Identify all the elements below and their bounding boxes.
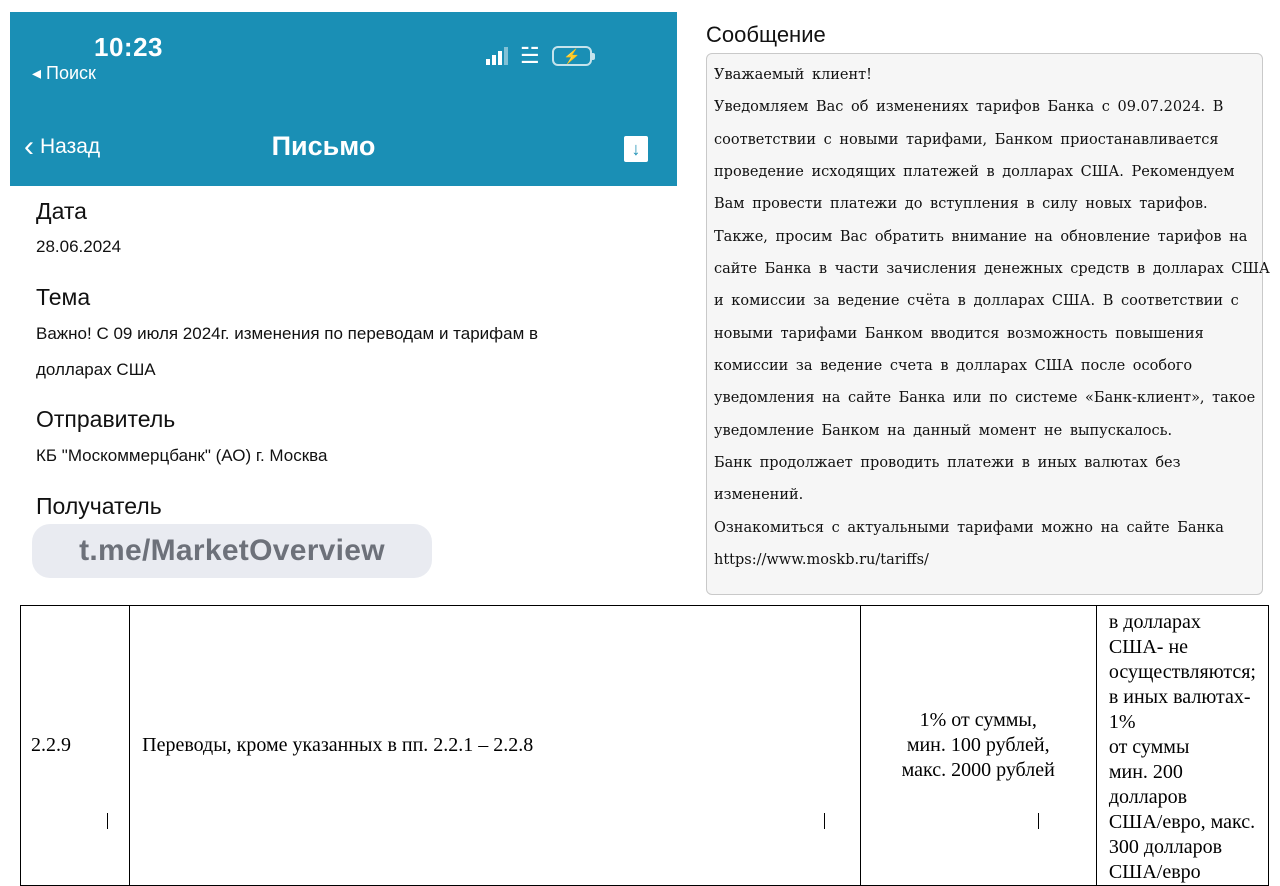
fee-line: мин. 100 рублей, [906,734,1050,756]
table-continuation [20,813,1269,829]
subject-label: Тема [36,284,91,310]
table-row [21,606,1269,886]
status-time: 10:23 [94,32,163,62]
recipient-label: Получатель [36,493,162,519]
date-label: Дата [36,198,87,224]
message-line: Ознакомиться с актуальными тарифами можно на сайте Банка [714,520,1224,536]
message-line: Банк продолжает проводить платежи в иных валютах без [714,455,1181,471]
back-to-search-link[interactable]: ◂ Поиск [32,63,96,83]
message-line: соответствии с новыми тарифами, Банком приостанавливается [714,132,1219,148]
message-line: уведомление Банком на данный момент не выпускалось. [714,423,1173,439]
tariff-code: 2.2.9 [21,606,130,886]
sender-value: КБ "Москоммерцбанк" (АО) г. Москва [36,446,328,465]
signal-icon [486,47,508,65]
note-line: в иных валютах- 1% [1108,686,1251,733]
message-line: Также, просим Вас обратить внимание на обновление тарифов на [714,229,1248,245]
message-line: проведение исходящих платежей в долларах США. Рекомендуем [714,164,1235,180]
message-line: комиссии за ведение счета в долларах США после особого [714,358,1193,374]
tariff-fee [860,606,1096,886]
note-line: в долларах США- не [1108,611,1201,658]
fee-line: макс. 2000 рублей [901,759,1055,781]
message-line: изменений. [714,487,804,503]
fee-line: 1% от суммы, [919,709,1037,731]
sender-label: Отправитель [36,406,176,432]
message-line: уведомления на сайте Банка или по системе «Банк-клиент», такое [714,390,1256,406]
message-heading: Сообщение [706,22,826,47]
tariff-table [20,605,1269,886]
message-line: и комиссии за ведение счёта в долларах США. В соответствии с [714,293,1239,309]
app-header [10,12,677,186]
battery-charging-icon: ⚡ [552,46,592,66]
note-line: США/евро [1108,861,1201,883]
note-line: осуществляются; [1108,661,1256,683]
wifi-icon: ☱ [520,43,540,68]
download-icon[interactable]: ↓ [624,136,648,162]
watermark-overlay: t.me/MarketOverview [32,524,432,578]
status-icons [486,43,592,68]
page-title: Письмо [271,131,376,161]
message-line: Уведомляем Вас об изменениях тарифов Банка с 09.07.2024. В [714,99,1224,115]
subject-value: Важно! С 09 июля 2024г. изменения по переводам и тарифам в долларах США [36,324,539,379]
note-line: США/евро, макс. [1108,811,1256,833]
message-link[interactable]: https://www.moskb.ru/tariffs/ [714,552,929,568]
message-line: сайте Банка в части зачисления денежных средств в долларах США [714,261,1270,277]
tariff-description: Переводы, кроме указанных в пп. 2.2.1 – 2.2.8 [130,606,860,886]
date-value: 28.06.2024 [36,237,122,256]
note-line: от суммы [1108,736,1190,758]
back-button-label: Назад [40,135,101,158]
note-line: 300 долларов [1108,836,1223,858]
message-body [706,53,1270,595]
message-line: Вам провести платежи до вступления в силу новых тарифов. [714,196,1208,212]
chevron-left-icon: ‹ [24,130,34,163]
note-line: мин. 200 долларов [1108,761,1188,808]
tariff-note [1096,606,1268,886]
message-line: Уважаемый клиент! [714,67,872,83]
message-line: новыми тарифами Банком вводится возможность повышения [714,326,1204,342]
